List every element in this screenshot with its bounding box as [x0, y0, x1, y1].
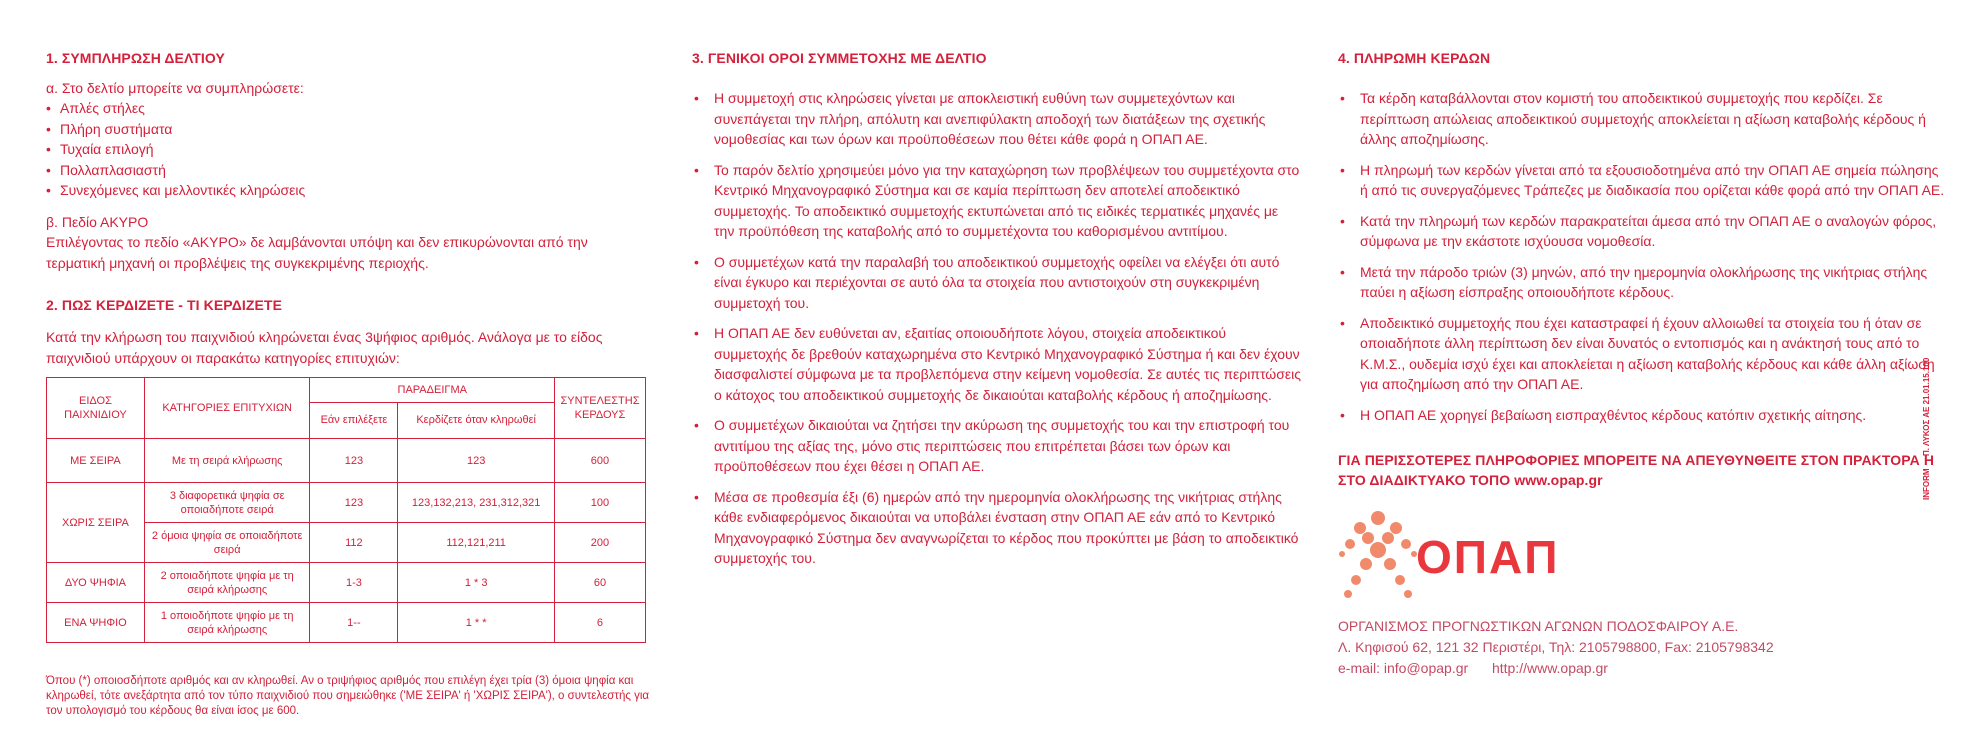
- list-item: • Απλές στήλες: [46, 98, 646, 119]
- cell-win: 123: [398, 439, 555, 483]
- header-choose: Εάν επιλέξετε: [310, 402, 398, 438]
- cell-coefficient: 60: [554, 563, 645, 603]
- cell-category: 1 οποιοδήποτε ψηφίο με τη σειρά κλήρωσης: [144, 603, 310, 643]
- print-brand: INFORM: [1922, 468, 1931, 500]
- list-item: • Πλήρη συστήματα: [46, 119, 646, 140]
- cell-win: 123,132,213, 231,312,321: [398, 483, 555, 523]
- cell-type: ΧΩΡΙΣ ΣΕΙΡΑ: [47, 483, 145, 563]
- more-info: ΓΙΑ ΠΕΡΙΣΣΟΤΕΡΕΣ ΠΛΗΡΟΦΟΡΙΕΣ ΜΠΟΡΕΙΤΕ ΝΑ ΑΠΕΥΘΥΝΘΕΙΤΕ ΣΤΟΝ ΠΡΑΚΤΟΡΑ Η ΣΤΟ ΔΙΑΔΙΚΤΥΑΚΟ ΤΟΠΟ www.opap.gr: [1338, 452, 1935, 488]
- cell-category: 2 οποιαδήποτε ψηφία με τη σειρά κλήρωσης: [144, 563, 310, 603]
- akyro-title: β. Πεδίο ΑΚΥΡΟ: [46, 214, 149, 230]
- cell-choose: 112: [310, 523, 398, 563]
- terms-list: [692, 88, 1302, 579]
- section-1-intro: α. Στο δελτίο μπορείτε να συμπληρώσετε:: [46, 80, 304, 96]
- list-item: • Τυχαία επιλογή: [46, 139, 646, 160]
- cell-coefficient: 100: [554, 483, 645, 523]
- cell-win: 112,121,211: [398, 523, 555, 563]
- list-item: • Μέσα σε προθεσμία έξι (6) ημερών από την ημερομηνία ολοκλήρωσης της νικήτριας στήλης κάθε ενδιαφερόμενος δικαιούται να υποβάλει ένσταση στην ΟΠΑΠ ΑΕ εάν από το Κεντρικό Μηχανογραφικό Σύστημα δεν αναγνωρίζεται το κέρδος που προκύπτει με βάση το αποδεικτικό συμμετοχής του.: [692, 487, 1302, 569]
- table-footnote: Όπου (*) οποιοσδήποτε αριθμός και αν κληρωθεί. Αν ο τριψήφιος αριθμός που επιλέγη έχει τρία (3) όμοια ψηφία και κληρωθεί, τότε ανεξάρτητα από τον τύπο παιχνιδιού που σημειώθηκε ('ΜΕ ΣΕΙΡΑ' ή 'ΧΩΡΙΣ ΣΕΙΡΑ'), ο συντελεστής για τον υπολογισμό του κέρδους θα είναι ίσος με 600.: [46, 675, 650, 717]
- list-item: • Μετά την πάροδο τριών (3) μηνών, από την ημερομηνία ολοκλήρωσης της νικήτριας στήλης παύει η αξίωση είσπραξης οποιουδήποτε κέρδους.: [1338, 262, 1948, 303]
- logo-figure-icon: [1338, 508, 1418, 612]
- list-item: • Η ΟΠΑΠ ΑΕ χορηγεί βεβαίωση εισπραχθέντος κέρδους κατόπιν σχετικής αίτησης.: [1338, 405, 1948, 426]
- cell-choose: 1-3: [310, 563, 398, 603]
- cell-choose: 123: [310, 483, 398, 523]
- header-coefficient: ΣΥΝΤΕΛΕΣΤΗΣ ΚΕΡΔΟΥΣ: [554, 378, 645, 439]
- cell-category: Με τη σειρά κλήρωσης: [144, 439, 310, 483]
- header-game-type: ΕΙΔΟΣ ΠΑΙΧΝΙΔΙΟΥ: [47, 378, 145, 439]
- winnings-table: [46, 377, 646, 643]
- cell-coefficient: 200: [554, 523, 645, 563]
- print-code-text: Π. ΛΥΚΟΣ ΑΕ 21.01.15.100: [1922, 357, 1931, 456]
- logo-wordmark: ΟΠΑΠ: [1416, 531, 1560, 583]
- list-item: • Η ΟΠΑΠ ΑΕ δεν ευθύνεται αν, εξαιτίας οποιουδήποτε λόγου, στοιχεία αποδεικτικού συμμετοχής δε βρεθούν καταχωρημένα στο Κεντρικό Μηχανογραφικό Σύστημα ή και δεν έχουν διασφαλιστεί σύμφωνα με τα προβλεπόμενα στην κείμενη νομοθεσία. Σε αυτές τις περιπτώσεις ο κάτοχος του αποδεικτικού συμμετοχής δε δικαιούται καταβολής κέρδους ή αποζημίωσης.: [692, 323, 1302, 405]
- opap-logo: [1338, 508, 1598, 612]
- header-win-when: Κερδίζετε όταν κληρωθεί: [398, 402, 555, 438]
- header-categories: ΚΑΤΗΓΟΡΙΕΣ ΕΠΙΤΥΧΙΩΝ: [144, 378, 310, 439]
- list-item: • Τα κέρδη καταβάλλονται στον κομιστή του αποδεικτικού συμμετοχής που κερδίζει. Σε περίπτωση απώλειας αποδεικτικού συμμετοχής αποκλείεται η αξίωση καταβολής κέρδους ή άλλης αποζημίωσης.: [1338, 88, 1948, 150]
- list-item: • Η συμμετοχή στις κληρώσεις γίνεται με αποκλειστική ευθύνη των συμμετεχόντων και συνεπάγεται την πλήρη, απόλυτη και ανεπιφύλακτη αποδοχή των διατάξεων της σχετικής νομοθεσίας και των όρων και προϋποθέσεων που θέτει κάθε φορά η ΟΠΑΠ ΑΕ.: [692, 88, 1302, 150]
- cell-choose: 1--: [310, 603, 398, 643]
- section-2-text: Κατά την κλήρωση του παιχνιδιού κληρώνεται ένας 3ψήφιος αριθμός. Ανάλογα με το είδος παιχνιδιού υπάρχουν οι παρακάτω κατηγορίες επιτυχιών:: [46, 329, 603, 366]
- cell-type: ΔΥΟ ΨΗΦΙΑ: [47, 563, 145, 603]
- section-2-title: 2. ΠΩΣ ΚΕΡΔΙΖΕΤΕ - ΤΙ ΚΕΡΔΙΖΕΤΕ: [46, 297, 283, 313]
- org-name: ΟΡΓΑΝΙΣΜΟΣ ΠΡΟΓΝΩΣΤΙΚΩΝ ΑΓΩΝΩΝ ΠΟΔΟΣΦΑΙΡΟΥ Α.Ε.: [1338, 618, 1739, 634]
- list-item: • Κατά την πληρωμή των κερδών παρακρατείται άμεσα από την ΟΠΑΠ ΑΕ ο αναλογών φόρος, σύμφωνα με την εκάστοτε ισχύουσα νομοθεσία.: [1338, 211, 1948, 252]
- table-row: [47, 603, 646, 643]
- list-item: • Συνεχόμενες και μελλοντικές κληρώσεις: [46, 180, 646, 201]
- table-row: [47, 563, 646, 603]
- list-item: • Πολλαπλασιαστή: [46, 160, 646, 181]
- org-address: Λ. Κηφισού 62, 121 32 Περιστέρι, Τηλ: 2105798800, Fax: 2105798342: [1338, 639, 1774, 655]
- list-item: • Ο συμμετέχων κατά την παραλαβή του αποδεικτικού συμμετοχής οφείλει να ελέγξει ότι αυτό είναι έγκυρο και περιέχονται σε αυτό όλα τα στοιχεία που αντιστοιχούν στη συγκεκριμένη συμμετοχή του.: [692, 252, 1302, 314]
- cell-category: 3 διαφορετικά ψηφία σε οποιαδήποτε σειρά: [144, 483, 310, 523]
- print-code: [1922, 300, 1931, 500]
- list-item: • Αποδεικτικό συμμετοχής που έχει καταστραφεί ή έχουν αλλοιωθεί τα στοιχεία του ή όταν σε οποιαδήποτε άλλη περίπτωση δεν είναι δυνατός ο εντοπισμός και η ανάκτησή τους από το Κ.Μ.Σ., ουδεμία ισχύ έχει και αποκλείεται η αξίωση καταβολής κέρδους και κάθε άλλη αξίωση για αποζημίωση από την ΟΠΑΠ ΑΕ.: [1338, 313, 1948, 395]
- website-link[interactable]: http://www.opap.gr: [1491, 660, 1608, 676]
- org-contact: [1338, 658, 1608, 679]
- list-item: • Το παρόν δελτίο χρησιμεύει μόνο για την καταχώρηση των προβλέψεων του συμμετέχοντα στο Κεντρικό Μηχανογραφικό Σύστημα και σε καμία περίπτωση δεν αποτελεί αποδεικτικό συμμετοχής. Το αποδεικτικό συμμετοχής εκτυπώνεται από τις ειδικές τερματικές μηχανές με την προϋπόθεση της καταβολής από το συμμετέχοντα του καθορισμένου αντιτίμου.: [692, 160, 1302, 242]
- list-item: • Η πληρωμή των κερδών γίνεται από τα εξουσιοδοτημένα από την ΟΠΑΠ ΑΕ σημεία πώλησης ή από τις συνεργαζόμενες Τράπεζες με διαδικασία που ορίζεται κάθε φορά από την ΟΠΑΠ ΑΕ.: [1338, 160, 1948, 201]
- cell-win: 1 * *: [398, 603, 555, 643]
- list-item: • Ο συμμετέχων δικαιούται να ζητήσει την ακύρωση της συμμετοχής του και την επιστροφή του αντιτίμου της αξίας της, μόνο στις περιπτώσεις που επιτρέπεται βάσει των όρων και προϋποθέσεων που έχει θέσει η ΟΠΑΠ ΑΕ.: [692, 415, 1302, 477]
- cell-type: ΜΕ ΣΕΙΡΑ: [47, 439, 145, 483]
- cell-category: 2 όμοια ψηφία σε οποιαδήποτε σειρά: [144, 523, 310, 563]
- options-list: [46, 98, 646, 201]
- cell-coefficient: 6: [554, 603, 645, 643]
- cell-coefficient: 600: [554, 439, 645, 483]
- header-example: ΠΑΡΑΔΕΙΓΜΑ: [310, 378, 554, 403]
- section-1-title: 1. ΣΥΜΠΛΗΡΩΣΗ ΔΕΛΤΙΟΥ: [46, 50, 225, 66]
- akyro-text: Επιλέγοντας το πεδίο «ΑΚΥΡΟ» δε λαμβάνονται υπόψη και δεν επικυρώνονται από την τερματική μηχανή οι προβλέψεις της συγκεκριμένης περιοχής.: [46, 234, 588, 271]
- email-link[interactable]: e-mail: info@opap.gr: [1338, 660, 1469, 676]
- cell-choose: 123: [310, 439, 398, 483]
- section-3-title: 3. ΓΕΝΙΚΟΙ ΟΡΟΙ ΣΥΜΜΕΤΟΧΗΣ ΜΕ ΔΕΛΤΙΟ: [692, 50, 987, 66]
- cell-type: ΕΝΑ ΨΗΦΙΟ: [47, 603, 145, 643]
- section-4-title: 4. ΠΛΗΡΩΜΗ ΚΕΡΔΩΝ: [1338, 50, 1491, 66]
- cell-win: 1 * 3: [398, 563, 555, 603]
- table-row: [47, 483, 646, 523]
- payment-list: [1338, 88, 1948, 435]
- table-row: [47, 439, 646, 483]
